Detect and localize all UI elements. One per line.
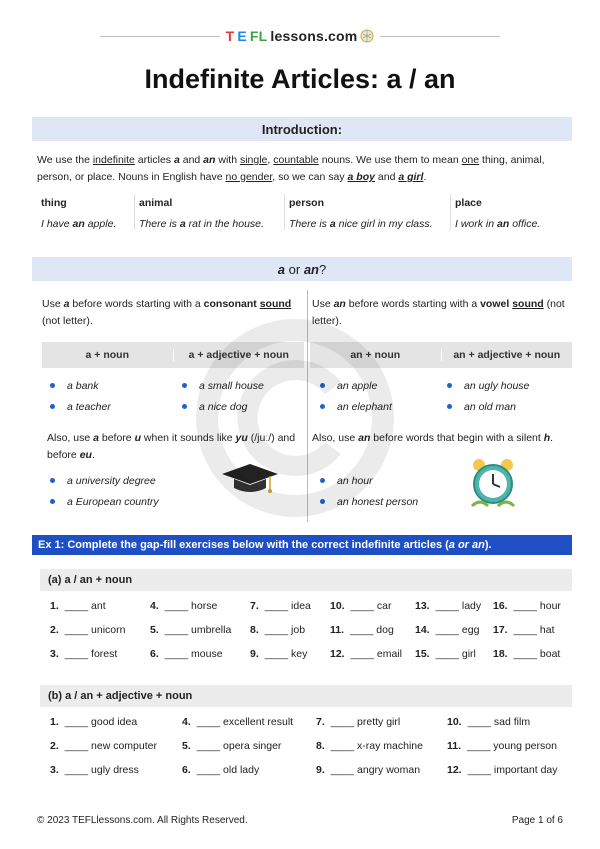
aoran-columns xyxy=(32,290,572,522)
item-word: ____ ant xyxy=(64,600,106,612)
intro-paragraph: We use the indefinite articles a and an with single, countable nouns. We use them to mean one thing, animal, person, or place. Nouns in English have no gender, so we can say a boy and a girl. xyxy=(37,154,545,183)
category-table xyxy=(37,194,567,230)
item-number: 16. xyxy=(493,600,508,612)
gap-fill-item[interactable] xyxy=(50,600,106,612)
item-word: ____ girl xyxy=(435,648,476,660)
header-rule-right xyxy=(380,36,500,37)
item-number: 8. xyxy=(316,740,325,752)
list-item: a university degree xyxy=(50,470,159,491)
alarm-clock-icon xyxy=(468,456,518,510)
item-number: 5. xyxy=(182,740,191,752)
item-word: ____ mouse xyxy=(164,648,223,660)
item-word: ____ excellent result xyxy=(196,716,294,728)
item-word: ____ opera singer xyxy=(196,740,282,752)
intro-heading-band xyxy=(32,117,572,141)
page-title: Indefinite Articles: a / an xyxy=(144,64,456,94)
bullet-icon xyxy=(320,383,325,388)
bullet-icon xyxy=(447,383,452,388)
gap-fill-item[interactable] xyxy=(150,600,217,612)
a-adj-noun-header: a + adjective + noun xyxy=(173,349,305,361)
item-word: ____ lady xyxy=(435,600,482,612)
gap-fill-item[interactable] xyxy=(316,764,420,776)
list-item: an old man xyxy=(447,396,529,417)
list-item: a teacher xyxy=(50,396,111,417)
gap-fill-item[interactable] xyxy=(415,624,479,636)
item-number: 3. xyxy=(50,648,59,660)
part-b-heading: (b) a / an + adjective + noun xyxy=(40,685,572,707)
gap-fill-item[interactable] xyxy=(447,716,530,728)
category-place: place I work in an office. xyxy=(455,197,541,230)
item-number: 12. xyxy=(447,764,462,776)
item-number: 1. xyxy=(50,600,59,612)
an-rule: Use an before words starting with a vowel sound (not letter). xyxy=(312,298,565,327)
column-divider xyxy=(307,290,308,522)
aoran-heading: a or an? xyxy=(277,261,327,277)
item-word: ____ ugly dress xyxy=(64,764,139,776)
a-table-header xyxy=(42,342,304,368)
an-noun-list xyxy=(320,375,392,417)
list-item: an honest person xyxy=(320,491,418,512)
gap-fill-item[interactable] xyxy=(50,624,125,636)
gap-fill-item[interactable] xyxy=(316,740,423,752)
globe-icon xyxy=(360,29,374,43)
bullet-icon xyxy=(447,404,452,409)
gap-fill-item[interactable] xyxy=(150,648,223,660)
gap-fill-item[interactable] xyxy=(150,624,231,636)
item-word: ____ important day xyxy=(467,764,558,776)
a-also-rule: Also, use a before u when it sounds like yu (/juː/) and before eu. xyxy=(47,432,296,461)
item-word: ____ boat xyxy=(513,648,561,660)
item-number: 18. xyxy=(493,648,508,660)
exercise1-instruction: Ex 1: Complete the gap-fill exercises below with the correct indefinite articles ( a or an ). xyxy=(32,535,572,555)
bullet-icon xyxy=(182,404,187,409)
list-item: an hour xyxy=(320,470,418,491)
gap-fill-item[interactable] xyxy=(50,764,139,776)
gap-fill-item[interactable] xyxy=(415,600,481,612)
item-number: 10. xyxy=(330,600,345,612)
gap-fill-item[interactable] xyxy=(330,648,402,660)
list-item: a small house xyxy=(182,375,264,396)
an-special-list xyxy=(320,470,418,512)
item-number: 12. xyxy=(330,648,345,660)
item-word: ____ hat xyxy=(513,624,555,636)
gap-fill-item[interactable] xyxy=(50,648,117,660)
page-number: Page 1 of 6 xyxy=(511,815,563,826)
category-person: person There is a nice girl in my class. xyxy=(285,194,451,230)
site-logo[interactable] xyxy=(220,28,381,44)
header-logo-row xyxy=(100,26,500,46)
item-number: 2. xyxy=(50,624,59,636)
aoran-heading-band xyxy=(32,257,572,281)
item-word: ____ umbrella xyxy=(164,624,232,636)
gap-fill-item[interactable] xyxy=(250,600,311,612)
an-also-rule: Also, use an before words that begin with a silent h. xyxy=(312,432,554,444)
item-number: 4. xyxy=(150,600,159,612)
gap-fill-item[interactable] xyxy=(50,740,157,752)
item-number: 11. xyxy=(447,740,462,752)
page-footer xyxy=(37,815,563,826)
category-animal: animal There is a rat in the house. xyxy=(135,194,285,230)
list-item: an apple xyxy=(320,375,392,396)
gap-fill-item[interactable] xyxy=(415,648,476,660)
item-word: ____ new computer xyxy=(64,740,157,752)
header-rule-left xyxy=(100,36,220,37)
item-number: 2. xyxy=(50,740,59,752)
item-number: 6. xyxy=(182,764,191,776)
bullet-icon xyxy=(50,478,55,483)
item-number: 8. xyxy=(250,624,259,636)
item-number: 9. xyxy=(250,648,259,660)
item-word: ____ car xyxy=(350,600,392,612)
logo-letter-t: T xyxy=(225,28,235,44)
category-thing: thing I have an apple. xyxy=(37,194,135,230)
gap-fill-item[interactable] xyxy=(250,648,307,660)
a-noun-header: a + noun xyxy=(85,349,129,361)
item-word: ____ angry woman xyxy=(330,764,421,776)
bullet-icon xyxy=(50,404,55,409)
gap-fill-item[interactable] xyxy=(50,716,137,728)
a-adj-noun-list xyxy=(182,375,264,417)
logo-letters-fl: FL xyxy=(249,28,268,44)
a-special-list xyxy=(50,470,159,512)
gap-fill-item[interactable] xyxy=(182,740,281,752)
an-column xyxy=(312,290,574,330)
list-item: a European country xyxy=(50,491,159,512)
part-a-heading: (a) a / an + noun xyxy=(40,569,572,591)
item-word: ____ key xyxy=(264,648,308,660)
gap-fill-item[interactable] xyxy=(316,716,400,728)
item-word: ____ young person xyxy=(467,740,557,752)
gap-fill-item[interactable] xyxy=(330,624,394,636)
item-word: ____ good idea xyxy=(64,716,138,728)
item-number: 3. xyxy=(50,764,59,776)
an-noun-header: an + noun xyxy=(350,349,401,361)
a-noun-list xyxy=(50,375,111,417)
item-number: 17. xyxy=(493,624,508,636)
bullet-icon xyxy=(182,383,187,388)
item-number: 11. xyxy=(330,624,345,636)
list-item: a bank xyxy=(50,375,111,396)
gap-fill-item[interactable] xyxy=(330,600,391,612)
an-adj-noun-header: an + adjective + noun xyxy=(441,349,573,361)
a-column xyxy=(42,290,304,330)
item-word: ____ hour xyxy=(513,600,561,612)
item-number: 10. xyxy=(447,716,462,728)
list-item: a nice dog xyxy=(182,396,264,417)
item-number: 6. xyxy=(150,648,159,660)
logo-text: lessons.com xyxy=(270,28,358,44)
gap-fill-item[interactable] xyxy=(493,648,560,660)
logo-letter-e: E xyxy=(237,28,247,44)
an-adj-noun-list xyxy=(447,375,529,417)
graduation-cap-icon xyxy=(220,460,280,500)
item-number: 15. xyxy=(415,648,430,660)
bullet-icon xyxy=(50,499,55,504)
item-word: ____ x-ray machine xyxy=(330,740,423,752)
bullet-icon xyxy=(320,404,325,409)
item-word: ____ egg xyxy=(435,624,480,636)
item-word: ____ old lady xyxy=(196,764,260,776)
gap-fill-item[interactable] xyxy=(447,740,557,752)
gap-fill-item[interactable] xyxy=(250,624,305,636)
list-item: an ugly house xyxy=(447,375,529,396)
gap-fill-item[interactable] xyxy=(493,624,554,636)
an-table-header xyxy=(310,342,572,368)
bullet-icon xyxy=(320,478,325,483)
list-item: an elephant xyxy=(320,396,392,417)
item-number: 7. xyxy=(316,716,325,728)
gap-fill-item[interactable] xyxy=(182,716,293,728)
gap-fill-item[interactable] xyxy=(182,764,259,776)
bullet-icon xyxy=(50,383,55,388)
a-rule: Use a before words starting with a consonant sound (not letter). xyxy=(42,298,292,327)
item-word: ____ pretty girl xyxy=(330,716,401,728)
item-word: ____ idea xyxy=(264,600,311,612)
item-word: ____ horse xyxy=(164,600,218,612)
item-number: 5. xyxy=(150,624,159,636)
item-word: ____ unicorn xyxy=(64,624,126,636)
item-number: 4. xyxy=(182,716,191,728)
item-word: ____ job xyxy=(264,624,306,636)
copyright-text: © 2023 TEFLlessons.com. All Rights Reserved. xyxy=(37,815,248,826)
intro-heading: Introduction: xyxy=(261,121,343,137)
gap-fill-item[interactable] xyxy=(447,764,558,776)
item-number: 14. xyxy=(415,624,430,636)
item-number: 13. xyxy=(415,600,430,612)
item-number: 7. xyxy=(250,600,259,612)
bullet-icon xyxy=(320,499,325,504)
item-word: ____ dog xyxy=(350,624,394,636)
item-word: ____ sad film xyxy=(467,716,531,728)
item-number: 9. xyxy=(316,764,325,776)
item-word: ____ forest xyxy=(64,648,118,660)
gap-fill-item[interactable] xyxy=(493,600,561,612)
item-number: 1. xyxy=(50,716,59,728)
item-word: ____ email xyxy=(350,648,402,660)
